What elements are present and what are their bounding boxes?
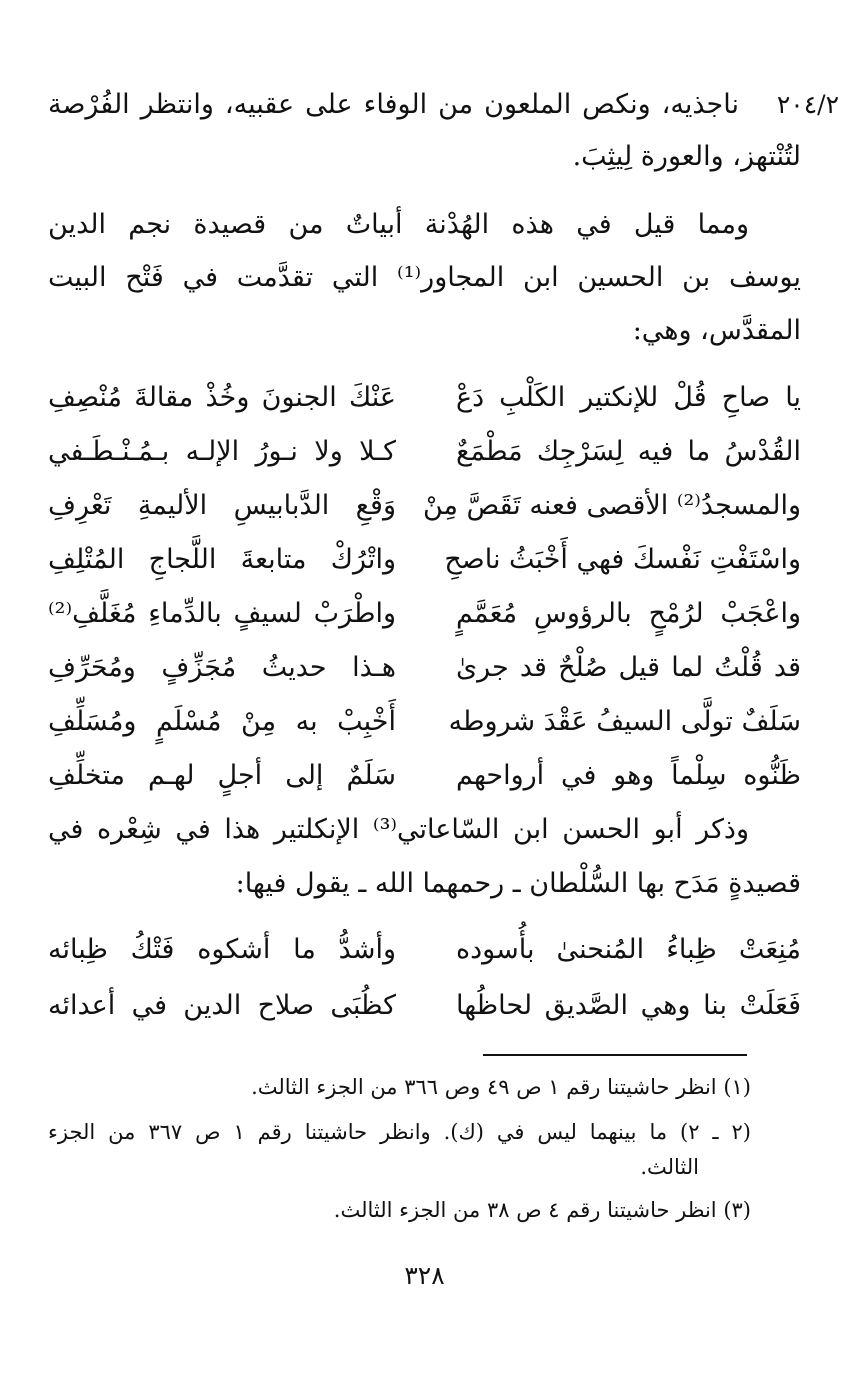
margin-page-reference: ٢٠٤/٢ (776, 90, 839, 119)
verse-first-hemistich: سَلَفٌ تولَّى السيفُ عَقْدَ شروطه (448, 706, 801, 737)
verse-first-hemistich: قد قُلْتُ لما قيل صُلْحٌ قد جرىٰ (456, 652, 801, 683)
verse-first-hemistich: فَعَلَتْ بنا وهي الصَّديق لحاظُها (456, 990, 801, 1021)
paragraph-3-line-1: وذكر أبو الحسن ابن السّاعاتي⁽³⁾ الإنكلتير هذا في شِعْره في (48, 814, 749, 845)
poem-1-verse-5 (48, 594, 801, 634)
verse-second-hemistich: كـلا ولا نـورُ الإلـه بـمُـنْـطَـفي (48, 436, 396, 467)
poem-1-verse-4 (48, 540, 801, 580)
poem-1-verse-2 (48, 432, 801, 472)
poem-2-verse-1 (48, 930, 801, 970)
footnote-2-line-1: (٢ ـ ٢) ما بينهما ليس في (ك). وانظر حاشيتنا رقم ١ ص ٣٦٧ من الجزء (48, 1120, 751, 1144)
footnote-3: (٣) انظر حاشيتنا رقم ٤ ص ٣٨ من الجزء الثالث. (333, 1198, 751, 1222)
verse-second-hemistich: واتْرُكْ متابعةَ اللَّجاجِ المُتْلِفِ (48, 544, 396, 575)
verse-second-hemistich: هـذا حديثُ مُجَزِّفٍ ومُحَرِّفِ (48, 652, 396, 683)
poem-1-verse-8 (48, 756, 801, 796)
paragraph-2-line-1: ومما قيل في هذه الهُدْنة أبياتٌ من قصيدة نجم الدين (48, 209, 749, 240)
paragraph-2-line-2: يوسف بن الحسين ابن المجاور⁽¹⁾ التي تقدَّمت في فَتْح البيت (48, 262, 801, 293)
paragraph-1-line-1: ناجذيه، ونكص الملعون من الوفاء على عقبيه، وانتظر الفُرْصة (48, 89, 739, 120)
poem-1-verse-1 (48, 378, 801, 418)
verse-first-hemistich: والمسجدُ⁽²⁾ الأقصى فعنه تَقَصَّ مِنْ (422, 490, 801, 521)
verse-first-hemistich: واسْتَفْتِ نَفْسكَ فهي أَخْبَثُ ناصحِ (444, 544, 801, 575)
poem-2-verse-2 (48, 986, 801, 1026)
page-number: ٣٢٨ (404, 1261, 445, 1290)
verse-second-hemistich: أَخْبِبْ به مِنْ مُسْلَمٍ ومُسَلِّفِ (48, 706, 396, 737)
verse-second-hemistich: سَلَمٌ إلى أجلٍ لهـم متخلِّفِ (48, 760, 396, 791)
paragraph-3-line-2: قصيدةٍ مَدَح بها السُّلْطان ـ رحمهما الله ـ يقول فيها: (235, 868, 801, 899)
poem-1-verse-7 (48, 702, 801, 742)
verse-second-hemistich: وأشدُّ ما أشكوه فَتْكُ ظِبائه (48, 934, 396, 965)
verse-first-hemistich: القُدْسُ ما فيه لِسَرْجِك مَطْمَعٌ (456, 436, 801, 467)
footnote-1: (١) انظر حاشيتنا رقم ١ ص ٤٩ وص ٣٦٦ من الجزء الثالث. (251, 1075, 751, 1099)
verse-first-hemistich: مُنِعَتْ ظِباءُ المُنحنىٰ بأُسوده (456, 934, 801, 965)
poem-1-verse-6 (48, 648, 801, 688)
verse-second-hemistich: كظُبَى صلاح الدين في أعدائه (48, 990, 396, 1021)
verse-second-hemistich: وَقْعِ الدَّبابيسِ الأليمةِ تَعْرِفِ (48, 490, 396, 521)
footnote-2-line-2: الثالث. (640, 1155, 699, 1179)
paragraph-1-line-2: لتُنْتهز، والعورة لِيثِبَ. (572, 141, 801, 172)
verse-second-hemistich: واطْرَبْ لسيفٍ بالدِّماءِ مُغَلَّفِ⁽²⁾ (48, 598, 396, 629)
verse-first-hemistich: ظَنُّوه سِلْماً وهو في أرواحهم (456, 760, 801, 791)
paragraph-2-line-3: المقدَّس، وهي: (632, 315, 801, 346)
verse-second-hemistich: عَنْكَ الجنونَ وخُذْ مقالةَ مُنْصِفِ (48, 382, 396, 413)
footnote-separator (483, 1054, 747, 1056)
verse-first-hemistich: واعْجَبْ لرُمْحٍ بالرؤوسِ مُعَمَّمٍ (456, 598, 801, 629)
poem-1-verse-3 (48, 486, 801, 526)
verse-first-hemistich: يا صاحِ قُلْ للإنكتير الكَلْبِ دَعْ (456, 382, 801, 413)
